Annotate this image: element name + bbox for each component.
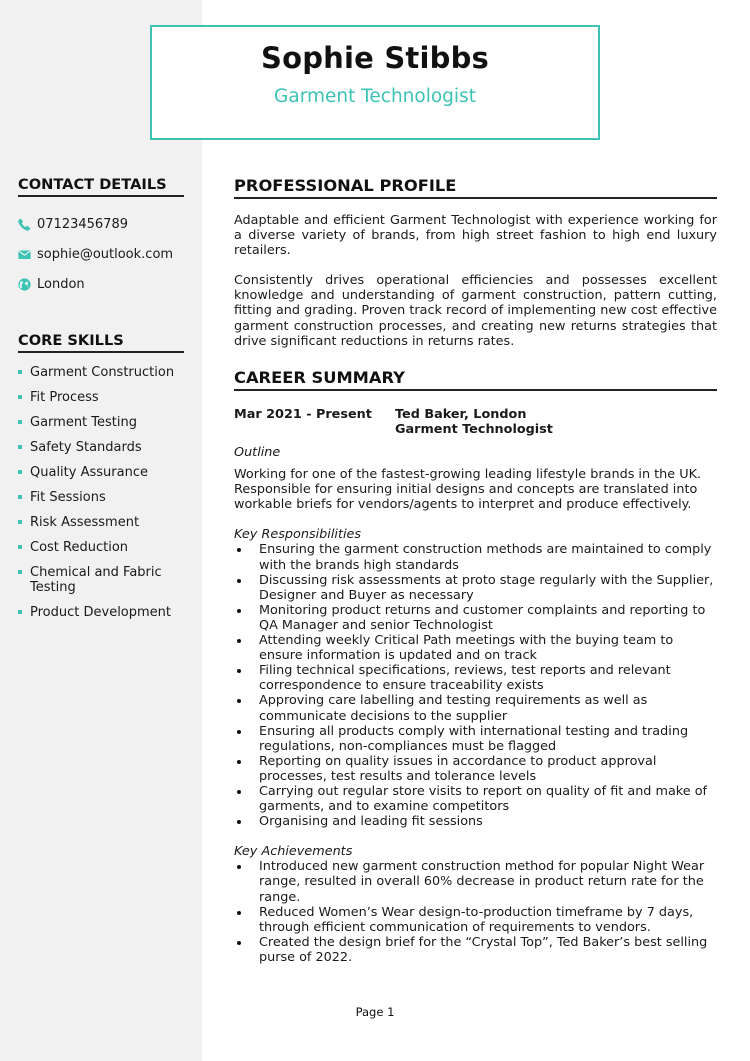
- bullet-square-icon: [18, 520, 22, 524]
- globe-icon: [18, 278, 31, 291]
- phone-text: 07123456789: [37, 217, 128, 232]
- skill-item: Garment Construction: [18, 365, 184, 380]
- bullet-square-icon: [18, 470, 22, 474]
- bullet-square-icon: [18, 395, 22, 399]
- career-section: [234, 368, 717, 965]
- achievements-label: Key Achievements: [234, 844, 353, 860]
- bullet-dot-icon: [237, 579, 241, 583]
- bullet-dot-icon: [237, 699, 241, 703]
- list-item: Discussing risk assessments at proto stage regularly with the Supplier, Designer and Buyer as necessary: [234, 573, 717, 603]
- candidate-role: Garment Technologist: [274, 86, 476, 107]
- email-text: sophie@outlook.com: [37, 247, 174, 262]
- list-item: Reduced Women’s Wear design-to-production timeframe by 7 days, through efficient communication of requirements to vendors.: [234, 905, 717, 935]
- bullet-dot-icon: [237, 865, 241, 869]
- skill-item: Fit Process: [18, 390, 184, 405]
- outline-text: Working for one of the fastest-growing leading lifestyle brands in the UK. Responsible for ensuring initial designs and concepts are translated into workable briefs for vendors/agents to interpret and produce effectively.: [234, 467, 702, 513]
- bullet-square-icon: [18, 370, 22, 374]
- skills-section: [18, 332, 184, 630]
- contact-phone: [18, 217, 184, 247]
- candidate-name: Sophie Stibbs: [261, 41, 489, 75]
- bullet-dot-icon: [237, 820, 241, 824]
- contact-heading: CONTACT DETAILS: [18, 176, 184, 197]
- profile-heading: PROFESSIONAL PROFILE: [234, 176, 717, 199]
- bullet-dot-icon: [237, 941, 241, 945]
- profile-section: [234, 176, 717, 349]
- skill-item: Quality Assurance: [18, 465, 184, 480]
- career-heading: CAREER SUMMARY: [234, 368, 717, 391]
- skill-item: Risk Assessment: [18, 515, 184, 530]
- list-item: Filing technical specifications, reviews, test reports and relevant correspondence to ensure traceability exists: [234, 663, 717, 693]
- outline-label: Outline: [234, 445, 281, 460]
- phone-icon: [18, 218, 31, 231]
- bullet-dot-icon: [237, 548, 241, 552]
- name-header: [150, 25, 600, 140]
- list-item: Created the design brief for the “Crystal Top”, Ted Baker’s best selling purse of 2022.: [234, 935, 717, 965]
- contact-section: [18, 176, 184, 307]
- skills-heading: CORE SKILLS: [18, 332, 184, 353]
- bullet-dot-icon: [237, 609, 241, 613]
- bullet-square-icon: [18, 445, 22, 449]
- bullet-dot-icon: [237, 669, 241, 673]
- location-text: London: [37, 277, 85, 292]
- contact-email: [18, 247, 184, 277]
- list-item: Ensuring all products comply with international testing and trading regulations, non-compliances must be flagged: [234, 724, 717, 754]
- profile-paragraph: Consistently drives operational efficiencies and possesses excellent knowledge and understanding of garment construction, pattern cutting, fitting and grading. Proven track record of implementing new cost effective garment construction processes, and creating new returns strategies that drive significant reductions in returns rates.: [234, 273, 717, 349]
- skill-item: Fit Sessions: [18, 490, 184, 505]
- contact-location: [18, 277, 184, 307]
- list-item: Introduced new garment construction method for popular Night Wear range, resulted in overall 60% decrease in product return rate for the range.: [234, 859, 717, 904]
- bullet-square-icon: [18, 420, 22, 424]
- skill-item: Safety Standards: [18, 440, 184, 455]
- page-number: Page 1: [355, 1005, 395, 1019]
- skill-item: Product Development: [18, 605, 184, 620]
- responsibilities-list: [234, 542, 717, 829]
- profile-paragraph: Adaptable and efficient Garment Technologist with experience working for a diverse variety of brands, from high street fashion to high end luxury retailers.: [234, 213, 717, 259]
- list-item: Ensuring the garment construction methods are maintained to comply with the brands high standards: [234, 542, 717, 572]
- skill-item: Garment Testing: [18, 415, 184, 430]
- skill-item: Cost Reduction: [18, 540, 184, 555]
- list-item: Organising and leading fit sessions: [234, 814, 717, 829]
- bullet-dot-icon: [237, 911, 241, 915]
- job-title: Garment Technologist: [395, 422, 553, 437]
- responsibilities-label: Key Responsibilities: [234, 527, 362, 543]
- bullet-square-icon: [18, 545, 22, 549]
- job-dates: Mar 2021 - Present: [234, 407, 372, 422]
- mail-icon: [18, 248, 31, 261]
- list-item: Attending weekly Critical Path meetings with the buying team to ensure information is updated and on track: [234, 633, 717, 663]
- job-header: [234, 407, 717, 439]
- skills-list: [18, 365, 184, 620]
- bullet-dot-icon: [237, 790, 241, 794]
- job-employer: Ted Baker, London: [395, 407, 527, 422]
- bullet-square-icon: [18, 570, 22, 574]
- bullet-dot-icon: [237, 760, 241, 764]
- list-item: Carrying out regular store visits to report on quality of fit and make of garments, and to examine competitors: [234, 784, 717, 814]
- list-item: Approving care labelling and testing requirements as well as communicate decisions to the supplier: [234, 693, 717, 723]
- bullet-dot-icon: [237, 639, 241, 643]
- list-item: Monitoring product returns and customer complaints and reporting to QA Manager and senior Technologist: [234, 603, 717, 633]
- achievements-list: [234, 859, 717, 965]
- bullet-square-icon: [18, 495, 22, 499]
- bullet-square-icon: [18, 610, 22, 614]
- skill-item: Chemical and Fabric Testing: [18, 565, 170, 595]
- list-item: Reporting on quality issues in accordance to product approval processes, test results and tolerance levels: [234, 754, 717, 784]
- bullet-dot-icon: [237, 730, 241, 734]
